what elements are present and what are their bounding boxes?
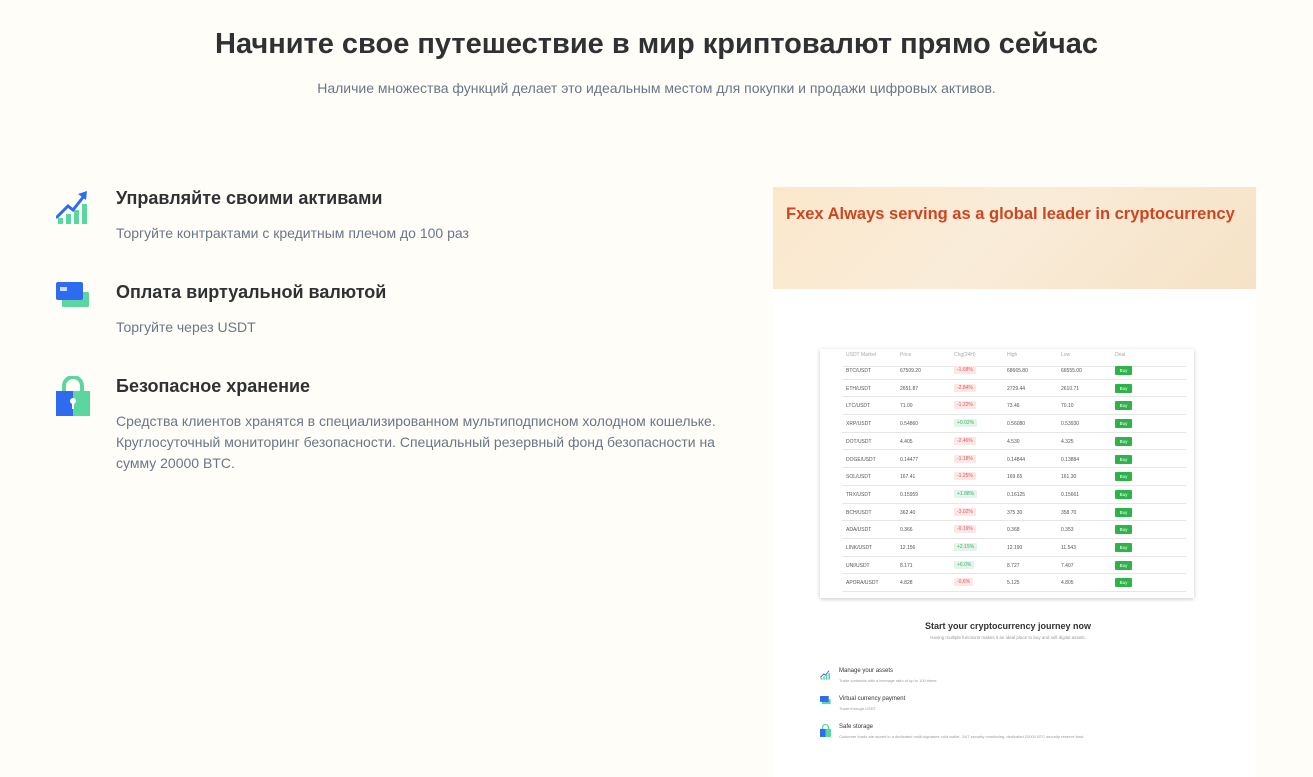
table-row [820, 362, 1194, 380]
buy-button[interactable]: Buy [1115, 437, 1132, 446]
high-cell: 375.30 [1007, 509, 1023, 516]
low-cell: 4.805 [1061, 580, 1074, 587]
low-cell: 358.70 [1061, 509, 1077, 516]
change-cell: -2.46% [954, 437, 976, 445]
feature-description: Торгуйте контрактами с кредитным плечом до 100 раз [116, 225, 469, 241]
mini-feature-title: Safe storage [839, 724, 874, 730]
page-title: Начните свое путешествие в мир криптовалют прямо сейчас [215, 28, 1098, 60]
table-row [820, 415, 1194, 433]
change-cell: -1.22% [954, 401, 976, 409]
banner-title: Fxex Always serving as a global leader in cryptocurrency [786, 205, 1235, 223]
high-cell: 169.65 [1007, 474, 1023, 481]
buy-button[interactable]: Buy [1115, 472, 1132, 481]
high-cell: 0.56080 [1007, 421, 1026, 428]
mini-feature-desc: Trade contracts with a leverage ratio of up to 100 times [839, 678, 937, 683]
market-pair: DOGE/USDT [846, 456, 876, 463]
price-cell: 0.14477 [900, 456, 919, 463]
page-subtitle: Наличие множества функций делает это идеальным местом для покупки и продажи цифровых активов. [317, 80, 996, 96]
mini-feature-title: Manage your assets [839, 668, 894, 674]
price-cell: 8.171 [900, 562, 913, 569]
change-cell: +6.0% [954, 561, 974, 569]
feature-title: Оплата виртуальной валютой [116, 282, 387, 302]
price-cell: 71.00 [900, 403, 913, 410]
change-cell: -0.19% [954, 525, 976, 533]
lock-icon [56, 376, 90, 416]
buy-button[interactable]: Buy [1115, 366, 1132, 375]
buy-button[interactable]: Buy [1115, 401, 1132, 410]
price-cell: 67509.20 [900, 368, 921, 374]
change-cell: +1.88% [954, 490, 977, 498]
table-row [820, 539, 1194, 557]
low-cell: 7.407 [1061, 562, 1074, 569]
price-cell: 0.15959 [900, 491, 919, 498]
column-header-price: Price [900, 352, 912, 358]
table-row [820, 504, 1194, 522]
buy-button[interactable]: Buy [1115, 578, 1132, 587]
mini-title: Start your cryptocurrency journey now [924, 621, 1092, 631]
change-cell: -1.25% [954, 472, 976, 480]
buy-button[interactable]: Buy [1115, 455, 1132, 464]
price-cell: 2651.87 [900, 385, 919, 392]
high-cell: 5.125 [1007, 580, 1020, 587]
market-pair: LINK/USDT [846, 545, 873, 551]
change-cell: -2.84% [954, 384, 976, 392]
low-cell: 70.10 [1061, 403, 1074, 410]
low-cell: 4.325 [1061, 438, 1074, 445]
table-row [820, 380, 1194, 398]
table-row [820, 486, 1194, 504]
high-cell: 12.190 [1007, 545, 1023, 551]
low-cell: 2610.71 [1061, 385, 1080, 392]
high-cell: 8.727 [1007, 562, 1020, 569]
buy-button[interactable]: Buy [1115, 419, 1132, 428]
table-row [820, 468, 1194, 486]
column-header-deal: Deal [1115, 352, 1126, 358]
price-cell: 0.366 [900, 527, 913, 534]
market-pair: APORA/USDT [846, 580, 879, 587]
price-cell: 0.54860 [900, 421, 919, 428]
mini-feature-desc: Customer funds are stored in a dedicated multi-signature cold wallet. 24/7 security monitoring. dedicated 20000 BTC security reserve fund [839, 734, 1084, 739]
feature-title: Безопасное хранение [116, 376, 311, 396]
buy-button[interactable]: Buy [1115, 561, 1132, 570]
buy-button[interactable]: Buy [1115, 543, 1132, 552]
credit-card-icon [56, 282, 90, 322]
high-cell: 0.14844 [1007, 456, 1026, 463]
credit-card-icon [820, 696, 831, 709]
market-pair: DOT/USDT [846, 438, 872, 445]
buy-button[interactable]: Buy [1115, 525, 1132, 534]
high-cell: 0.16125 [1007, 491, 1026, 498]
change-cell: +2.15% [954, 543, 977, 551]
price-cell: 4.405 [900, 438, 913, 445]
high-cell: 73.46 [1007, 403, 1020, 410]
buy-button[interactable]: Buy [1115, 508, 1132, 517]
change-cell: -1.18% [954, 455, 976, 463]
feature-description: Средства клиентов хранятся в специализированном мультиподписном холодном кошельке. Круглосуточный мониторинг безопасности. Специальный резервный фонд безопасности на сумму 20000 BTC. [116, 413, 716, 471]
table-row [820, 451, 1194, 469]
column-header-low: Low [1061, 352, 1071, 358]
low-cell: 66555.00 [1061, 368, 1082, 374]
lock-icon [820, 724, 831, 737]
market-pair: ETH/USDT [846, 385, 871, 392]
change-cell: -1.68% [954, 366, 976, 374]
mini-feature-desc: Trade through USDT [839, 706, 876, 711]
column-header-change: Chg(24H) [954, 352, 976, 358]
market-pair: LTC/USDT [846, 403, 871, 410]
market-pair: UNI/USDT [846, 562, 870, 569]
feature-description: Торгуйте через USDT [116, 319, 256, 335]
price-cell: 167.41 [900, 474, 916, 481]
feature-title: Управляйте своими активами [116, 188, 383, 208]
table-row [820, 574, 1194, 592]
price-cell: 362.40 [900, 509, 916, 516]
price-cell: 4.828 [900, 580, 913, 587]
high-cell: 0.368 [1007, 527, 1020, 534]
mini-feature-title: Virtual currency payment [839, 696, 906, 702]
high-cell: 2729.44 [1007, 385, 1026, 392]
high-cell: 4.530 [1007, 438, 1020, 445]
column-header-high: High [1007, 352, 1018, 358]
preview-image [773, 187, 1256, 777]
mini-subtitle: Having multiple functions makes it an ideal place to buy and sell digital assets. [930, 635, 1086, 640]
buy-button[interactable]: Buy [1115, 490, 1132, 499]
market-pair: BTC/USDT [846, 368, 871, 374]
table-row [820, 557, 1194, 575]
market-pair: ADA/USDT [846, 527, 872, 534]
change-cell: -3.02% [954, 508, 976, 516]
market-table [820, 349, 1194, 598]
preview-banner [773, 187, 1256, 289]
low-cell: 11.543 [1061, 545, 1076, 551]
low-cell: 161.30 [1061, 474, 1077, 481]
low-cell: 0.353 [1061, 527, 1074, 534]
chart-growth-icon [56, 188, 90, 228]
change-cell: +0.02% [954, 419, 977, 427]
market-pair: TRX/USDT [846, 491, 871, 498]
table-row [820, 433, 1194, 451]
buy-button[interactable]: Buy [1115, 384, 1132, 393]
low-cell: 0.53930 [1061, 421, 1080, 428]
market-pair: SOL/USDT [846, 474, 872, 481]
table-row [820, 397, 1194, 415]
low-cell: 0.13884 [1061, 456, 1080, 463]
table-row [820, 521, 1194, 539]
high-cell: 68665.80 [1007, 368, 1028, 374]
low-cell: 0.15661 [1061, 491, 1080, 498]
chart-growth-icon [820, 668, 831, 681]
price-cell: 12.156 [900, 545, 916, 551]
market-pair: BCH/USDT [846, 509, 872, 516]
change-cell: -0.6% [954, 578, 973, 586]
column-header-market: USDT Market [846, 352, 877, 358]
market-pair: XRP/USDT [846, 421, 872, 428]
